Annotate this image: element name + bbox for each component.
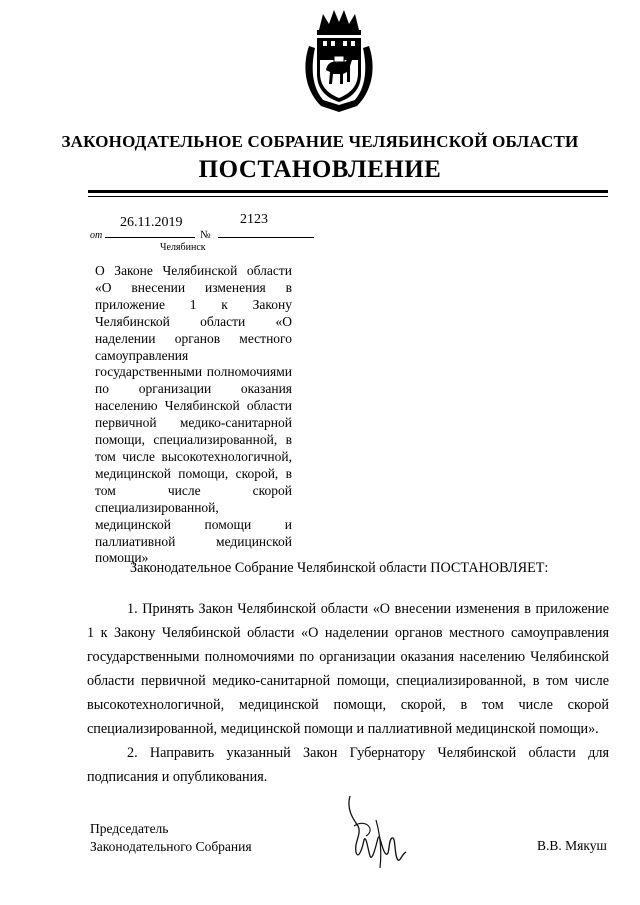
handwritten-signature [336, 790, 416, 872]
resolution-item-1: 1. Принять Закон Челябинской области «О внесении изменения в приложение 1 к Закону Челябинской области «О наделении органов местного самоуправления государственными полномочиями по организации оказания населению Челябинской области первичной медико-санитарной помощи, специализированной, в том числе высокотехнологичной, медицинской помощи, скорой, в том числе скорой специализированной, медицинской помощи и паллиативной медицинской помощи». [87, 601, 609, 737]
preamble: Законодательное Собрание Челябинской области ПОСТАНОВЛЯЕТ: [130, 560, 549, 576]
signer-name: В.В. Мякуш [537, 838, 607, 853]
from-label: от [90, 230, 103, 241]
header-rule-thick [88, 190, 608, 193]
header-rule-thin [88, 196, 608, 197]
resolution-item-2: 2. Направить указанный Закон Губернатору Челябинской области для подписания и опубликования. [87, 745, 609, 785]
organization-title: ЗАКОНОДАТЕЛЬНОЕ СОБРАНИЕ ЧЕЛЯБИНСКОЙ ОБЛАСТИ [61, 132, 579, 151]
coat-of-arms-icon [299, 8, 379, 118]
signer-title-line2: Законодательного Собрания [90, 839, 252, 854]
city-label: Челябинск [160, 242, 206, 253]
date-underline [105, 237, 195, 238]
signer-title-line1: Председатель [90, 821, 169, 836]
document-subject: О Законе Челябинской области «О внесении изменения в приложение 1 к Закону Челябинской области «О наделении органов местного самоуправления государственными полномочиями по организации оказания населению Челябинской области первичной медико-санитарной помощи, специализированной, в том числе высокотехнологичной, медицинской помощи, скорой, в том числе скорой специализированной, медицинской помощи и паллиативной медицинской помощи» [95, 263, 292, 566]
signer-title [90, 820, 252, 856]
number-underline [218, 237, 314, 238]
document-number: 2123 [240, 212, 268, 227]
document-date: 26.11.2019 [120, 215, 183, 230]
number-label: № [200, 229, 211, 241]
document-type-title: ПОСТАНОВЛЕНИЕ [198, 156, 442, 183]
